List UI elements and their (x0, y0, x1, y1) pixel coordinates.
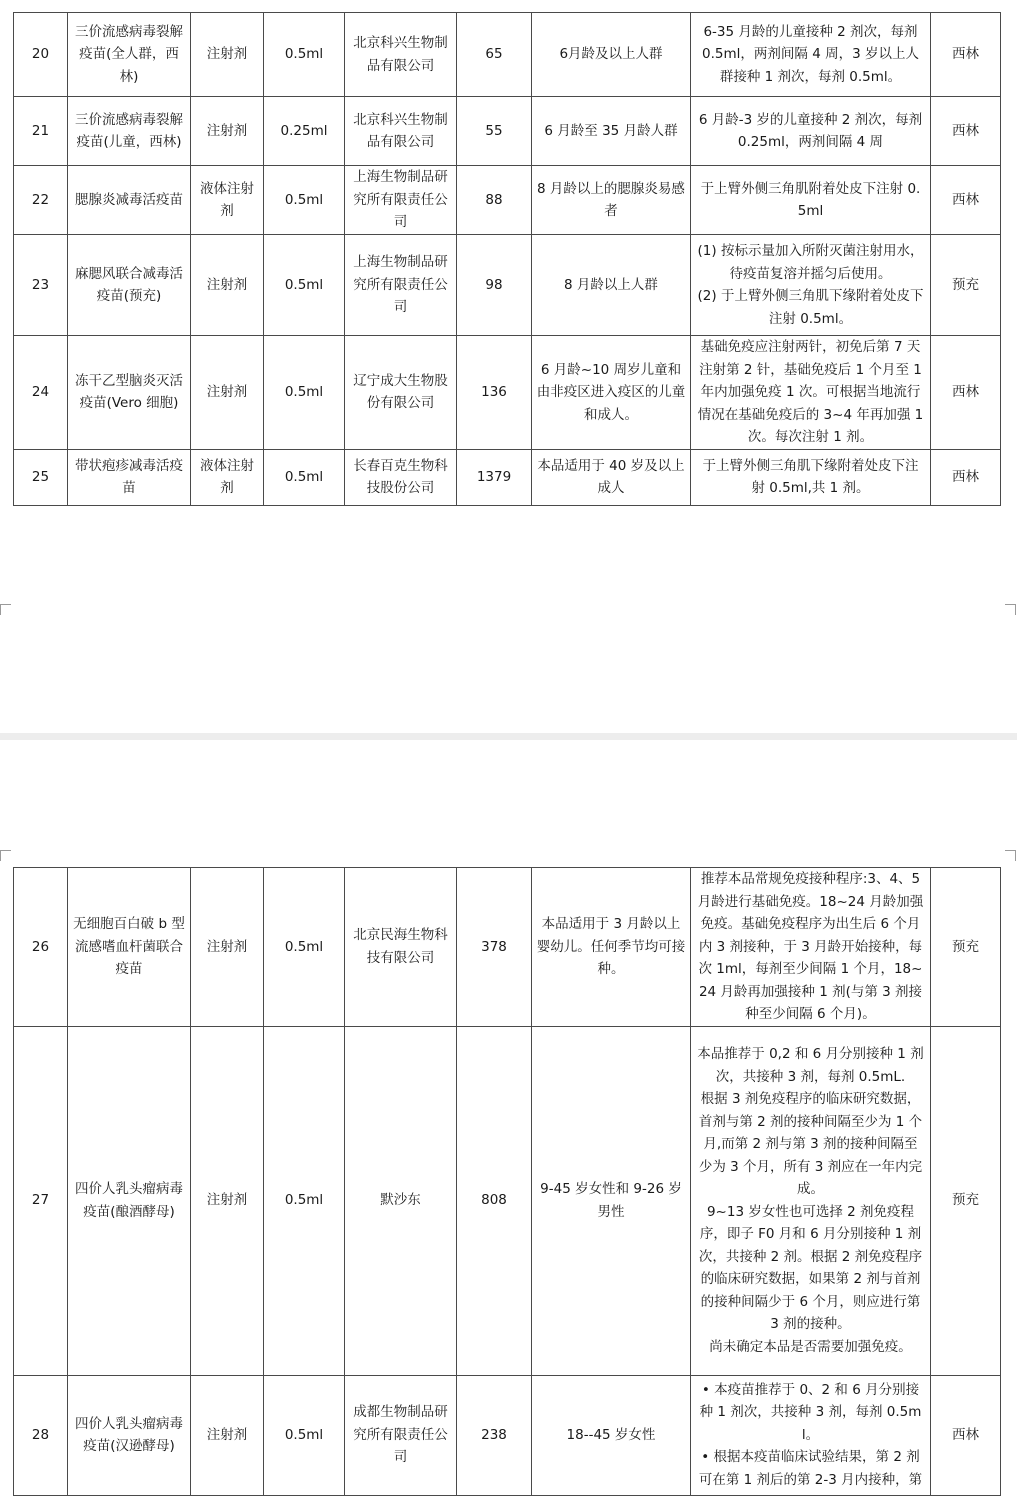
cell-vaccination-method (691, 868, 931, 1027)
cell-specification: 0.5ml (264, 235, 345, 336)
table-row (14, 1026, 1001, 1375)
cell-price: 98 (457, 235, 532, 336)
cell-package-type: 西林 (931, 449, 1001, 505)
method-paragraph: 根据 3 剂免疫程序的临床研究数据，首剂与第 2 剂的接种间隔至少为 1 个月,而第 2 剂与第 3 剂的接种间隔至少为 3 个月，所有 3 剂应在一年内完成。 (698, 1091, 923, 1197)
cell-dosage-form: 注射剂 (191, 1026, 264, 1375)
cell-number: 26 (14, 868, 68, 1027)
cell-package-type: 西林 (931, 13, 1001, 97)
method-paragraph: 尚未确定本品是否需要加强免疫。 (709, 1338, 912, 1355)
cell-package-type: 预充 (931, 235, 1001, 336)
cell-vaccine-name: 腮腺炎减毒活疫苗 (68, 166, 191, 235)
page-separator (0, 733, 1017, 740)
cell-target-population: 18--45 岁女性 (532, 1375, 691, 1495)
table-row (14, 336, 1001, 450)
cell-vaccine-name: 无细胞百白破 b 型流感嗜血杆菌联合疫苗 (68, 868, 191, 1027)
cell-specification: 0.25ml (264, 97, 345, 166)
page-corner-mark (0, 604, 11, 615)
table-row (14, 235, 1001, 336)
cell-vaccine-name: 四价人乳头瘤病毒疫苗(酿酒酵母) (68, 1026, 191, 1375)
page-corner-mark (1005, 850, 1016, 861)
cell-vaccination-method (691, 1375, 931, 1495)
cell-target-population: 本品适用于 40 岁及以上成人 (532, 449, 691, 505)
cell-specification: 0.5ml (264, 13, 345, 97)
cell-target-population: 8 月龄以上的腮腺炎易感者 (532, 166, 691, 235)
cell-specification: 0.5ml (264, 336, 345, 450)
cell-number: 25 (14, 449, 68, 505)
cell-dosage-form: 注射剂 (191, 1375, 264, 1495)
cell-specification: 0.5ml (264, 166, 345, 235)
cell-vaccine-name: 带状疱疹减毒活疫苗 (68, 449, 191, 505)
cell-vaccination-method (691, 235, 931, 336)
method-paragraph: 本品推荐于 0,2 和 6 月分别接种 1 剂次，共接种 3 剂，每剂 0.5mL. (697, 1046, 924, 1085)
cell-dosage-form: 液体注射剂 (191, 449, 264, 505)
method-paragraph: 9~13 岁女性也可选择 2 剂免疫程序，即子 F0 月和 6 月分别接种 1 剂次，共接种 2 剂。根据 2 剂免疫程序的临床研究数据，如果第 2 剂与首剂的接种间隔少于 6 个月，则应进行第 3 剂的接种。 (698, 1203, 923, 1332)
vaccine-table-page-2 (13, 867, 1001, 1496)
method-paragraph: 推荐本品常规免疫接种程序:3、4、5 月龄进行基础免疫。18~24 月龄加强免疫。基础免疫程序为出生后 6 个月内 3 剂接种，于 3 月龄开始接种，每次 1ml，每剂至少间隔 1 个月，18~24 月龄再加强接种 1 剂(与第 3 剂接种至少间隔 6 个月)。 (697, 871, 924, 1022)
cell-target-population: 本品适用于 3 月龄以上婴幼儿。任何季节均可接种。 (532, 868, 691, 1027)
cell-manufacturer: 长春百克生物科技股份公司 (345, 449, 457, 505)
cell-vaccination-method (691, 1026, 931, 1375)
cell-vaccination-method (691, 13, 931, 97)
cell-specification: 0.5ml (264, 1026, 345, 1375)
method-paragraph: 6-35 月龄的儿童接种 2 剂次，每剂 0.5ml，两剂间隔 4 周，3 岁以上人群接种 1 剂次，每剂 0.5ml。 (702, 23, 919, 85)
cell-number: 28 (14, 1375, 68, 1495)
cell-specification: 0.5ml (264, 868, 345, 1027)
table-row (14, 97, 1001, 166)
cell-manufacturer: 默沙东 (345, 1026, 457, 1375)
cell-manufacturer: 上海生物制品研究所有限责任公司 (345, 166, 457, 235)
cell-manufacturer: 辽宁成大生物股份有限公司 (345, 336, 457, 450)
cell-package-type: 西林 (931, 1375, 1001, 1495)
cell-target-population: 9-45 岁女性和 9-26 岁男性 (532, 1026, 691, 1375)
cell-vaccine-name: 三价流感病毒裂解疫苗(儿童，西林) (68, 97, 191, 166)
table-row (14, 449, 1001, 505)
vaccine-table-body (14, 13, 1001, 506)
cell-price: 238 (457, 1375, 532, 1495)
cell-specification: 0.5ml (264, 1375, 345, 1495)
method-paragraph: (1) 按标示量加入所附灭菌注射用水，待疫苗复溶并摇匀后使用。 (697, 243, 924, 282)
cell-price: 65 (457, 13, 532, 97)
cell-package-type: 西林 (931, 97, 1001, 166)
cell-dosage-form: 注射剂 (191, 97, 264, 166)
cell-price: 1379 (457, 449, 532, 505)
method-paragraph: • 本疫苗推荐于 0、2 和 6 月分别接种 1 剂次，共接种 3 剂，每剂 0.5ml。 (699, 1381, 922, 1443)
cell-specification: 0.5ml (264, 449, 345, 505)
cell-vaccination-method (691, 336, 931, 450)
cell-vaccine-name: 三价流感病毒裂解疫苗(全人群，西林) (68, 13, 191, 97)
cell-manufacturer: 北京科兴生物制品有限公司 (345, 13, 457, 97)
cell-vaccination-method (691, 166, 931, 235)
cell-manufacturer: 成都生物制品研究所有限责任公司 (345, 1375, 457, 1495)
method-paragraph: • 根据本疫苗临床试验结果，第 2 剂可在第 1 剂后的第 2-3 月内接种，第 (698, 1449, 923, 1488)
cell-price: 55 (457, 97, 532, 166)
cell-package-type: 西林 (931, 166, 1001, 235)
method-paragraph: 基础免疫应注射两针，初免后第 7 天注射第 2 针，基础免疫后 1 个月至 1 年内加强免疫 1 次。可根据当地流行情况在基础免疫后的 3~4 年再加强 1 次。每次注射 1 剂。 (697, 339, 924, 445)
cell-package-type: 预充 (931, 1026, 1001, 1375)
table-row (14, 13, 1001, 97)
cell-number: 22 (14, 166, 68, 235)
page-corner-mark (0, 850, 11, 861)
vaccine-table-page-1 (13, 12, 1001, 506)
vaccine-table-body (14, 868, 1001, 1496)
cell-dosage-form: 液体注射剂 (191, 166, 264, 235)
method-paragraph: 于上臂外侧三角肌附着处皮下注射 0.5ml (700, 180, 921, 219)
cell-manufacturer: 北京科兴生物制品有限公司 (345, 97, 457, 166)
cell-number: 24 (14, 336, 68, 450)
cell-number: 21 (14, 97, 68, 166)
cell-vaccine-name: 冻干乙型脑炎灭活疫苗(Vero 细胞) (68, 336, 191, 450)
method-paragraph: 6 月龄-3 岁的儿童接种 2 剂次，每剂 0.25ml，两剂间隔 4 周 (698, 111, 923, 150)
cell-target-population: 6 月龄至 35 月龄人群 (532, 97, 691, 166)
table-row (14, 1375, 1001, 1495)
cell-price: 378 (457, 868, 532, 1027)
cell-number: 20 (14, 13, 68, 97)
cell-target-population: 6 月龄~10 周岁儿童和由非疫区进入疫区的儿童和成人。 (532, 336, 691, 450)
cell-vaccination-method (691, 449, 931, 505)
cell-number: 23 (14, 235, 68, 336)
method-paragraph: (2) 于上臂外侧三角肌下缘附着处皮下注射 0.5ml。 (697, 288, 924, 327)
cell-package-type: 西林 (931, 336, 1001, 450)
cell-number: 27 (14, 1026, 68, 1375)
cell-price: 808 (457, 1026, 532, 1375)
cell-dosage-form: 注射剂 (191, 868, 264, 1027)
cell-vaccination-method (691, 97, 931, 166)
cell-target-population: 8 月龄以上人群 (532, 235, 691, 336)
cell-vaccine-name: 麻腮风联合减毒活疫苗(预充) (68, 235, 191, 336)
cell-package-type: 预充 (931, 868, 1001, 1027)
method-paragraph: 于上臂外侧三角肌下缘附着处皮下注射 0.5ml,共 1 剂。 (702, 457, 919, 496)
cell-vaccine-name: 四价人乳头瘤病毒疫苗(汉逊酵母) (68, 1375, 191, 1495)
cell-price: 136 (457, 336, 532, 450)
cell-manufacturer: 上海生物制品研究所有限责任公司 (345, 235, 457, 336)
cell-dosage-form: 注射剂 (191, 235, 264, 336)
cell-manufacturer: 北京民海生物科技有限公司 (345, 868, 457, 1027)
cell-dosage-form: 注射剂 (191, 13, 264, 97)
page-corner-mark (1005, 604, 1016, 615)
table-row (14, 868, 1001, 1027)
cell-price: 88 (457, 166, 532, 235)
cell-dosage-form: 注射剂 (191, 336, 264, 450)
cell-target-population: 6月龄及以上人群 (532, 13, 691, 97)
table-row (14, 166, 1001, 235)
